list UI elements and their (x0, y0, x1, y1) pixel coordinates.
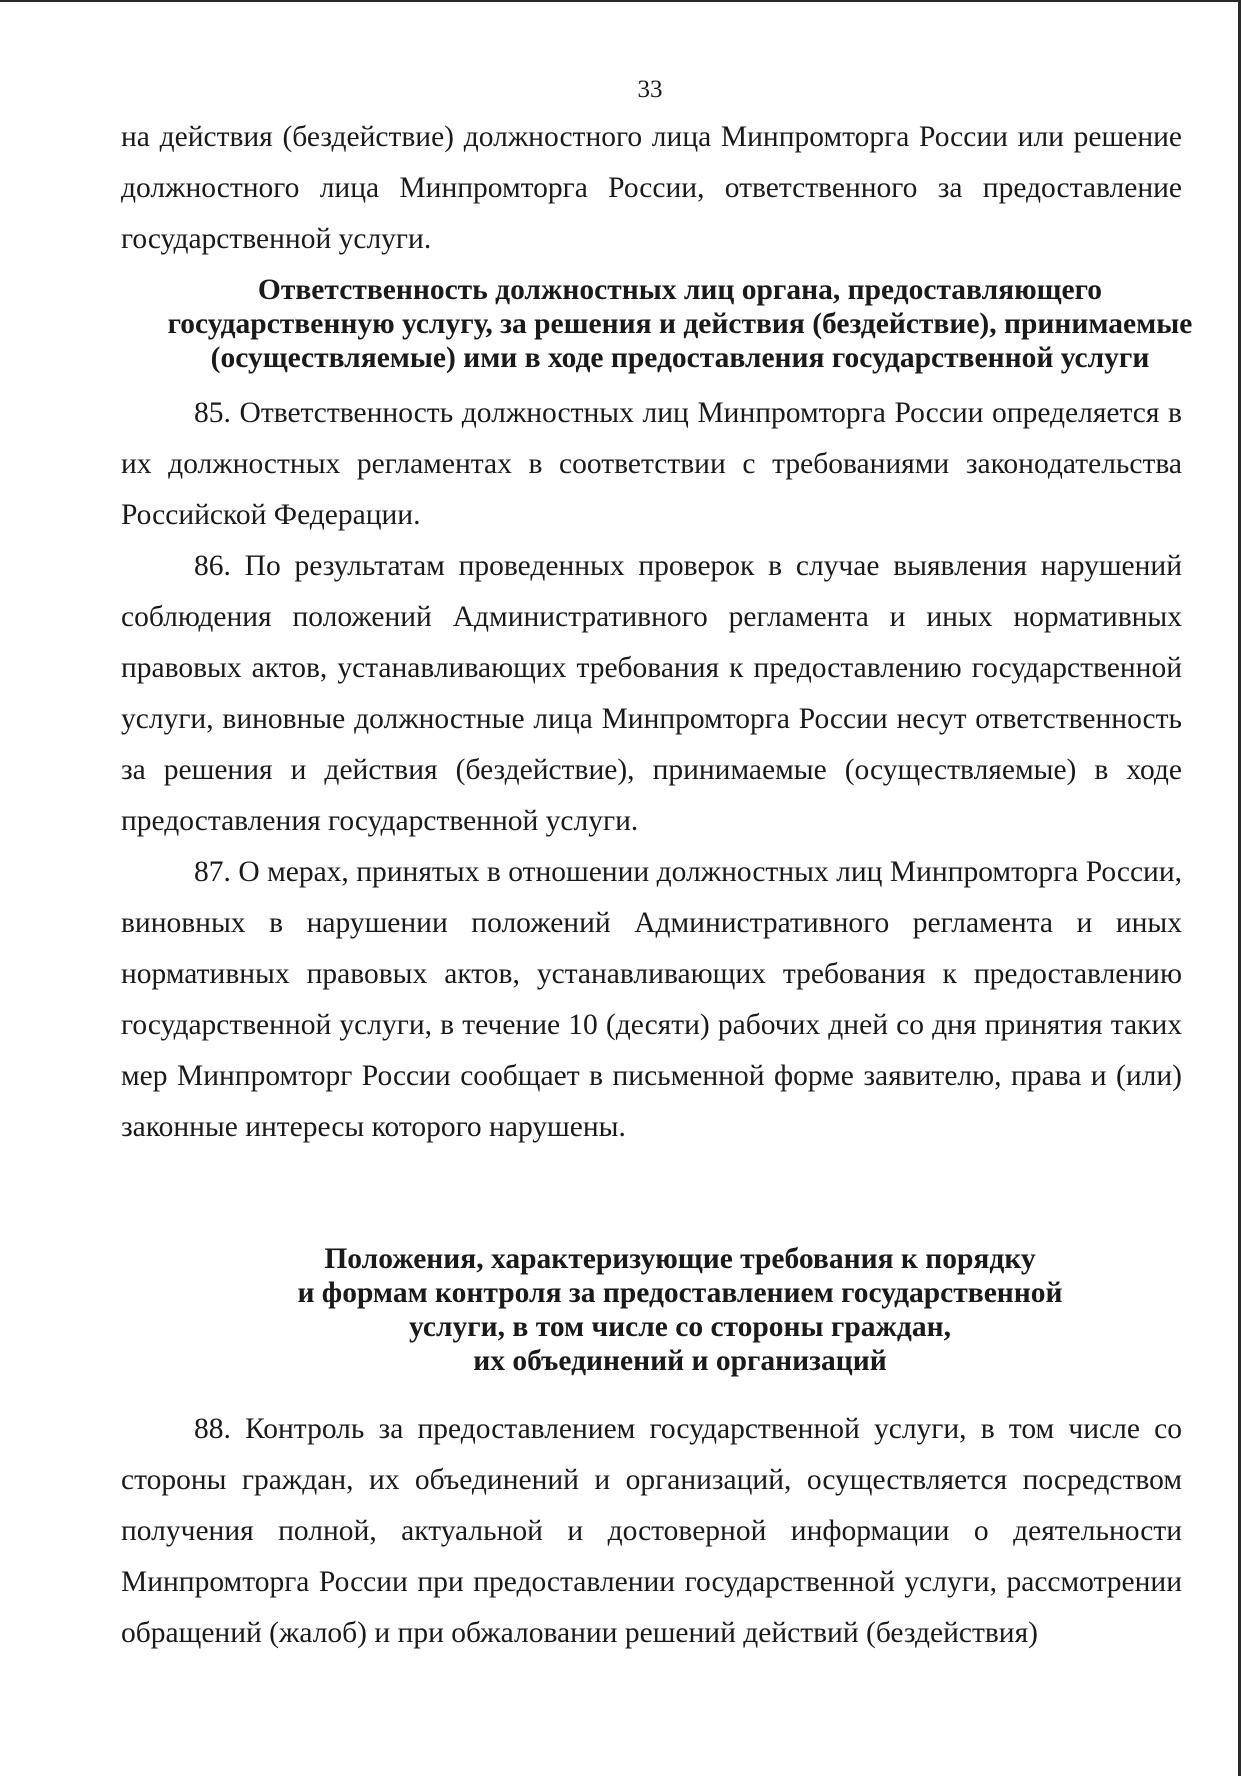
section-2-heading-line: и формам контроля за предоставлением государственной (297, 1277, 1063, 1309)
section-2-heading-line: услуги, в том числе со стороны граждан, (409, 1311, 951, 1343)
paragraph-85: 85. Ответственность должностных лиц Минпромторга России определяется в их должностных регламентах в соответствии с требованиями законодательства Российской Федерации. (121, 397, 1182, 531)
paragraph-86: 86. По результатам проведенных проверок в случае выявления нарушений соблюдения положений Административного регламента и иных нормативных правовых актов, устанавливающих требования к предоставлению государственной услуги, виновные должностные лица Минпромторга России несут ответственность за решения и действия (бездействие), принимаемые (осуществляемые) в ходе предоставления государственной услуги. (121, 550, 1182, 837)
section-2-heading-line: их объединений и организаций (473, 1345, 887, 1377)
paragraph-87: 87. О мерах, принятых в отношении должностных лиц Минпромторга России, виновных в нарушении положений Административного регламента и иных нормативных правовых актов, устанавливающих требования к предоставлению государственной услуги, в течение 10 (десяти) рабочих дней со дня принятия таких мер Минпромторг России сообщает в письменной форме заявителю, права и (или) законные интересы которого нарушены. (121, 856, 1182, 1143)
intro-paragraph: на действия (бездействие) должностного лица Минпромторга России или решение должностного лица Минпромторга России, ответственного за предоставление государственной услуги. (121, 121, 1182, 255)
intro-paragraph-block (121, 112, 1182, 265)
section-2-body (121, 1404, 1182, 1659)
page-number: 33 (637, 76, 663, 103)
paragraph-88: 88. Контроль за предоставлением государственной услуги, в том числе со стороны граждан, их объединений и организаций, осуществляется посредством получения полной, актуальной и достоверной информации о деятельности Минпромторга России при предоставлении государственной услуги, рассмотрении обращений (жалоб) и при обжаловании решений действий (бездействия) (121, 1413, 1182, 1649)
section-1-heading-line: Ответственность должностных лиц органа, предоставляющего (257, 274, 1103, 306)
section-1-heading-line: государственную услугу, за решения и действия (бездействие), принимаемые (167, 308, 1193, 340)
section-2-heading-line: Положения, характеризующие требования к порядку (324, 1243, 1036, 1275)
section-1-body (121, 388, 1182, 1153)
section-2-heading (121, 1242, 1239, 1378)
section-1-heading-line: (осуществляемые) ими в ходе предоставления государственной услуги (210, 342, 1150, 374)
section-1-heading (121, 273, 1239, 375)
